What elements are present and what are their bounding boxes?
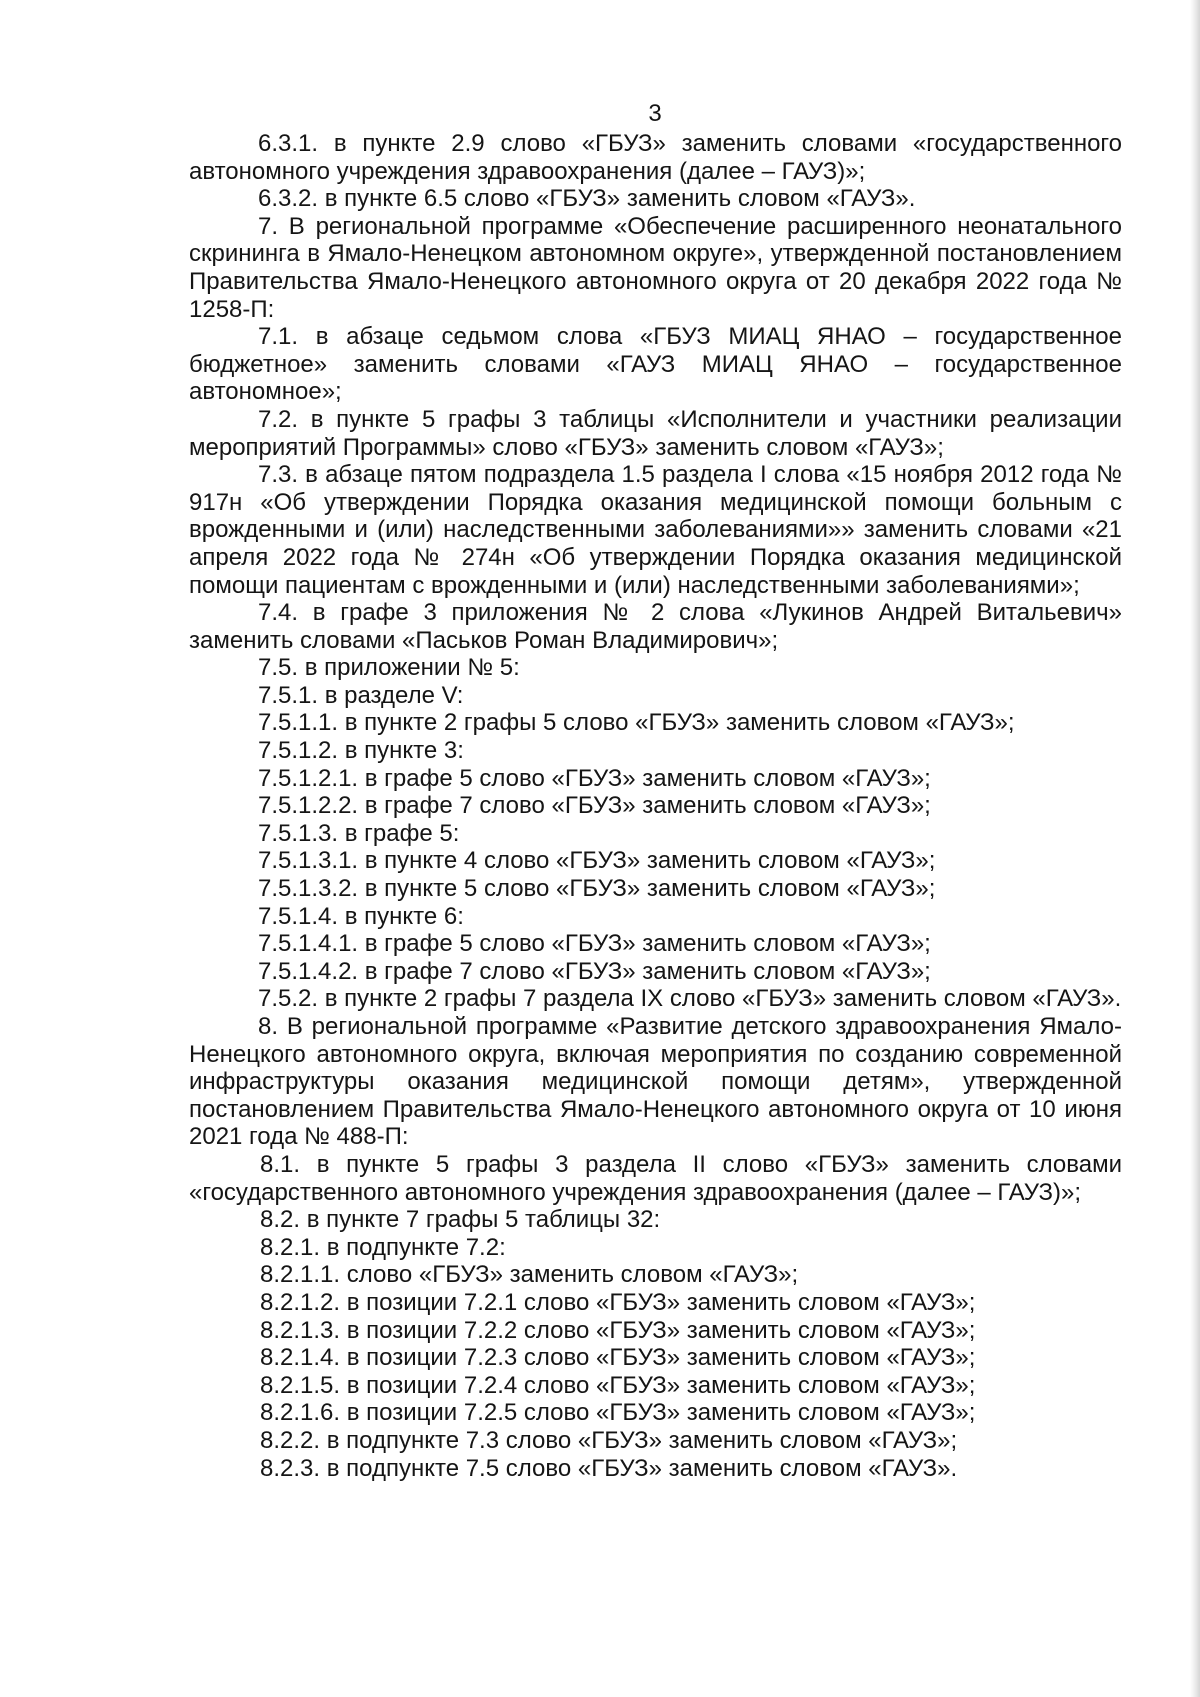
- paragraph-7-5-1-1: 7.5.1.1. в пункте 2 графы 5 слово «ГБУЗ» заменить словом «ГАУЗ»;: [258, 709, 1015, 737]
- paragraph-7-2: 7.2. в пункте 5 графы 3 таблицы «Исполнители и участники реализации мероприятий Программы» слово «ГБУЗ» заменить словом «ГАУЗ»;: [189, 405, 1122, 461]
- paragraph-7: 7. В региональной программе «Обеспечение расширенного неонатального скрининга в Ямало-Ненецком автономном округе», утвержденной постановлением Правительства Ямало-Ненецкого автономного округа от 20 декабря 2022 года № 1258-П:: [189, 212, 1122, 323]
- paragraph-8-2-1-6: 8.2.1.6. в позиции 7.2.5 слово «ГБУЗ» заменить словом «ГАУЗ»;: [260, 1399, 976, 1427]
- paragraph-8-1: 8.1. в пункте 5 графы 3 раздела II слово «ГБУЗ» заменить словами «государственного автономного учреждения здравоохранения (далее – ГАУЗ)»;: [189, 1150, 1122, 1206]
- paragraph-7-5-1-4: 7.5.1.4. в пункте 6:: [258, 902, 464, 930]
- page-edge-shadow: [1190, 0, 1200, 1697]
- paragraph-8-2-1-4: 8.2.1.4. в позиции 7.2.3 слово «ГБУЗ» заменить словом «ГАУЗ»;: [260, 1344, 976, 1372]
- paragraph-7-5-1-4-2: 7.5.1.4.2. в графе 7 слово «ГБУЗ» заменить словом «ГАУЗ»;: [258, 957, 931, 985]
- paragraph-7-5-1-2-2: 7.5.1.2.2. в графе 7 слово «ГБУЗ» заменить словом «ГАУЗ»;: [258, 792, 931, 820]
- paragraph-7-5-1-2-1: 7.5.1.2.1. в графе 5 слово «ГБУЗ» заменить словом «ГАУЗ»;: [258, 764, 931, 792]
- paragraph-8-2-1: 8.2.1. в подпункте 7.2:: [260, 1233, 506, 1261]
- paragraph-6-3-2: 6.3.2. в пункте 6.5 слово «ГБУЗ» заменить словом «ГАУЗ».: [258, 185, 916, 213]
- page-number: 3: [648, 100, 662, 127]
- paragraph-7-5-1-3-2: 7.5.1.3.2. в пункте 5 слово «ГБУЗ» заменить словом «ГАУЗ»;: [258, 875, 936, 903]
- paragraph-7-5-1-3-1: 7.5.1.3.1. в пункте 4 слово «ГБУЗ» заменить словом «ГАУЗ»;: [258, 847, 936, 875]
- paragraph-7-5-1-2: 7.5.1.2. в пункте 3:: [258, 737, 464, 765]
- paragraph-7-4: 7.4. в графе 3 приложения № 2 слова «Лукинов Андрей Витальевич» заменить словами «Паськов Роман Владимирович»;: [189, 599, 1122, 654]
- paragraph-7-5: 7.5. в приложении № 5:: [258, 654, 520, 682]
- paragraph-8-2-3: 8.2.3. в подпункте 7.5 слово «ГБУЗ» заменить словом «ГАУЗ».: [260, 1454, 958, 1482]
- paragraph-7-5-2: 7.5.2. в пункте 2 графы 7 раздела IX слово «ГБУЗ» заменить словом «ГАУЗ».: [258, 985, 1122, 1013]
- paragraph-7-5-1: 7.5.1. в разделе V:: [258, 681, 464, 709]
- paragraph-8-2-1-1: 8.2.1.1. слово «ГБУЗ» заменить словом «ГАУЗ»;: [260, 1261, 799, 1289]
- paragraph-8-2-1-3: 8.2.1.3. в позиции 7.2.2 слово «ГБУЗ» заменить словом «ГАУЗ»;: [260, 1316, 976, 1344]
- paragraph-7-5-1-4-1: 7.5.1.4.1. в графе 5 слово «ГБУЗ» заменить словом «ГАУЗ»;: [258, 930, 931, 958]
- paragraph-8-2: 8.2. в пункте 7 графы 5 таблицы 32:: [260, 1206, 661, 1234]
- paragraph-8-2-1-5: 8.2.1.5. в позиции 7.2.4 слово «ГБУЗ» заменить словом «ГАУЗ»;: [260, 1371, 976, 1399]
- paragraph-8-2-2: 8.2.2. в подпункте 7.3 слово «ГБУЗ» заменить словом «ГАУЗ»;: [260, 1426, 958, 1454]
- document-body: [189, 130, 1122, 1482]
- paragraph-8-2-1-2: 8.2.1.2. в позиции 7.2.1 слово «ГБУЗ» заменить словом «ГАУЗ»;: [260, 1288, 976, 1316]
- paragraph-7-5-1-3: 7.5.1.3. в графе 5:: [258, 819, 460, 847]
- paragraph-8: 8. В региональной программе «Развитие детского здравоохранения Ямало-Ненецкого автономного округа, включая мероприятия по созданию современной инфраструктуры оказания медицинской помощи детям», утвержденной постановлением Правительства Ямало-Ненецкого автономного округа от 10 июня 2021 года № 488-П:: [189, 1013, 1122, 1151]
- paragraph-7-3: 7.3. в абзаце пятом подраздела 1.5 раздела I слова «15 ноября 2012 года № 917н «Об утверждении Порядка оказания медицинской помощи больным с врожденными и (или) наследственными заболеваниями»» заменить словами «21 апреля 2022 года № 274н «Об утверждении Порядка оказания медицинской помощи пациентам с врожденными и (или) наследственными заболеваниями»;: [189, 461, 1122, 599]
- paragraph-6-3-1: 6.3.1. в пункте 2.9 слово «ГБУЗ» заменить словами «государственного автономного учреждения здравоохранения (далее – ГАУЗ)»;: [189, 130, 1122, 185]
- paragraph-7-1: 7.1. в абзаце седьмом слова «ГБУЗ МИАЦ ЯНАО – государственное бюджетное» заменить словами «ГАУЗ МИАЦ ЯНАО – государственное автономное»;: [189, 323, 1122, 406]
